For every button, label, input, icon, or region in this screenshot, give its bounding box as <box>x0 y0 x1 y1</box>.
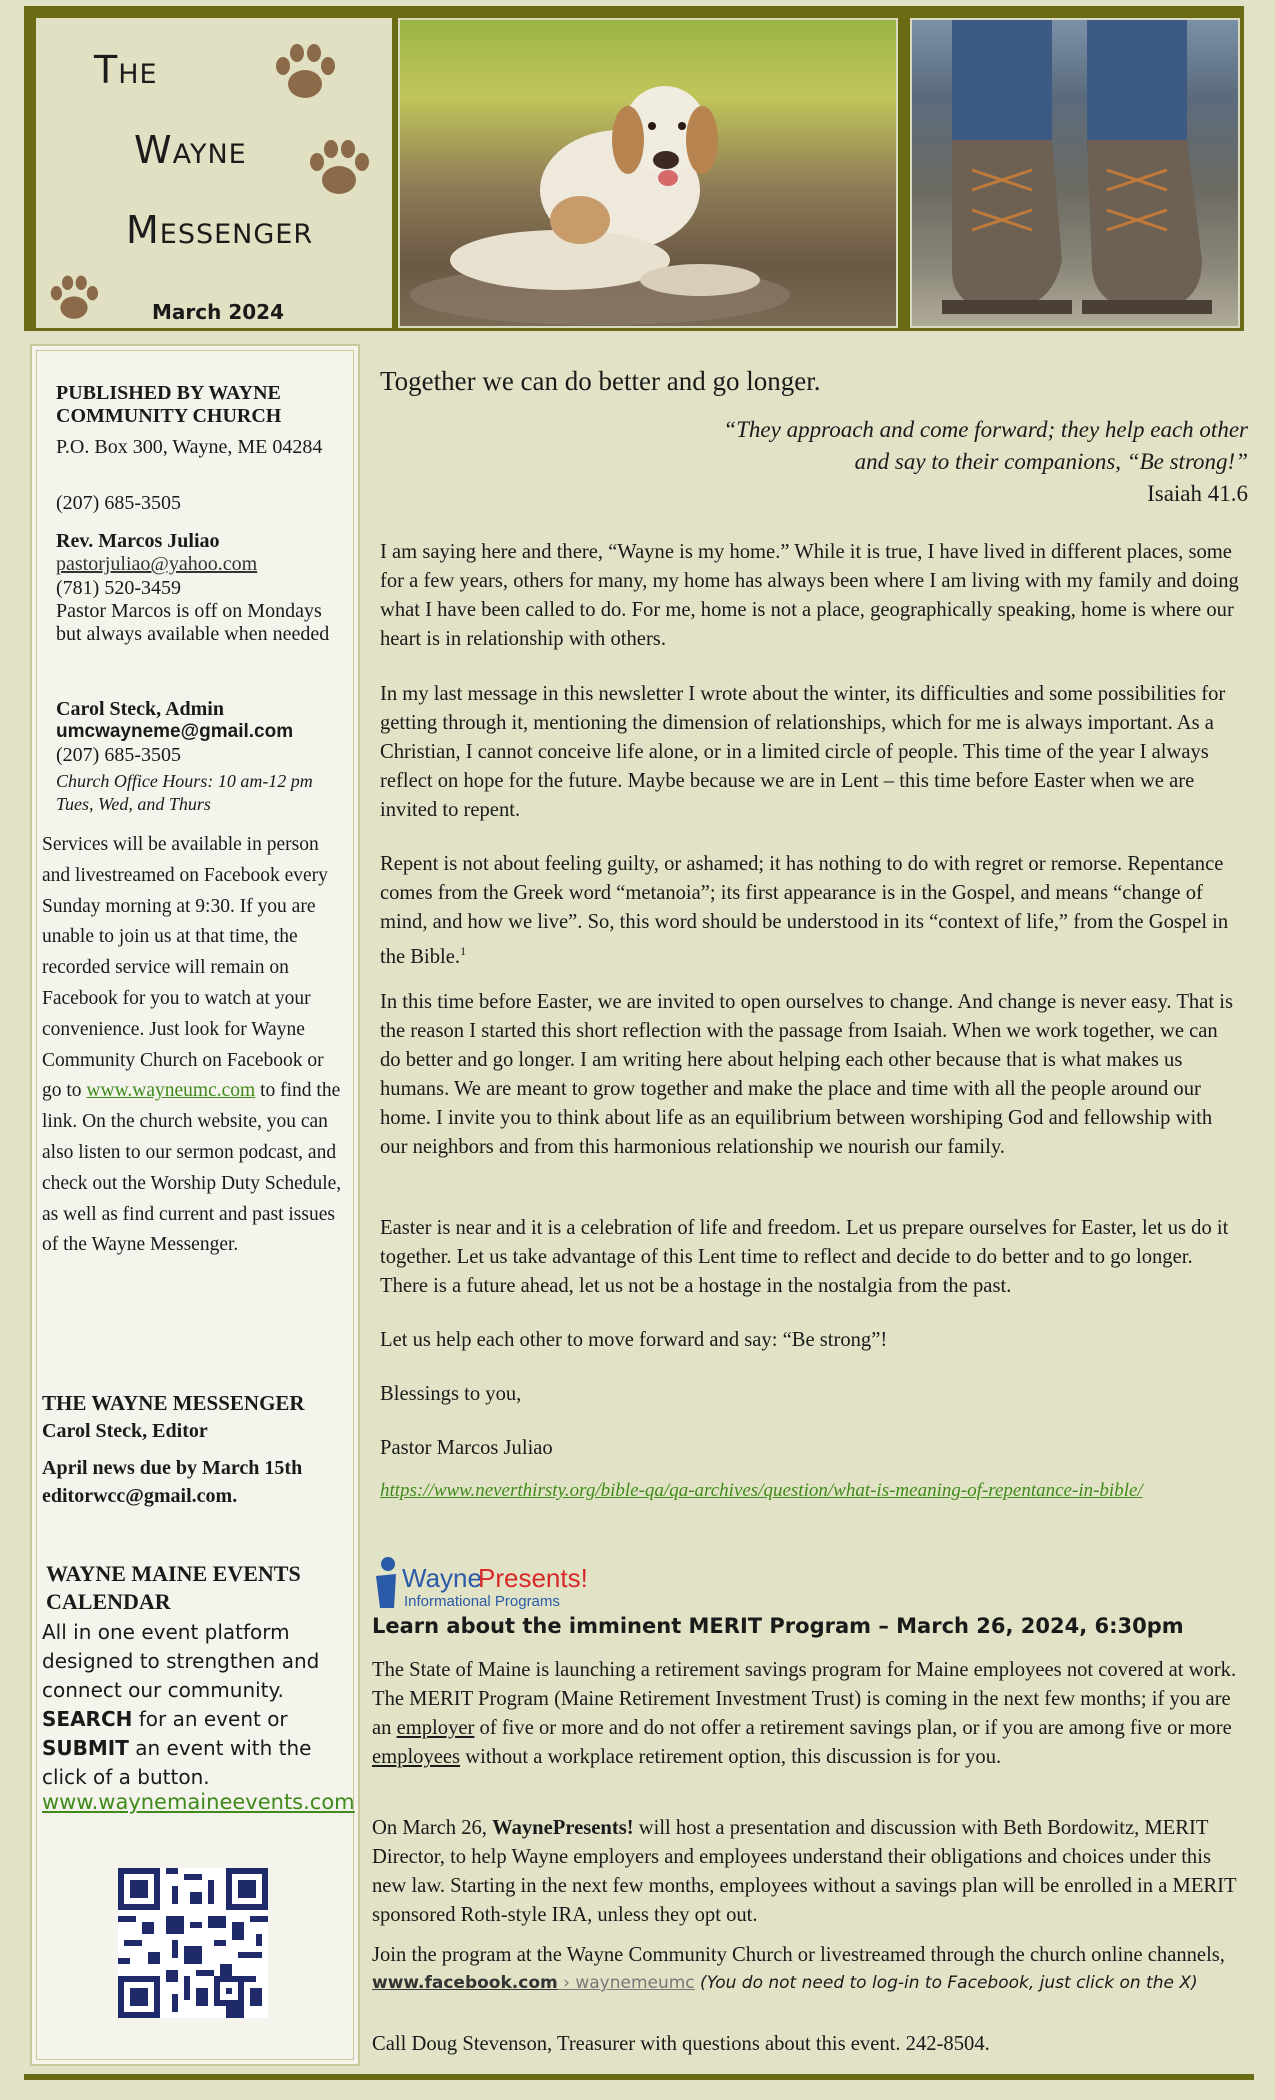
boots-photo <box>910 18 1240 328</box>
article-paragraph-1: I am saying here and there, “Wayne is my home.” While it is true, I have lived in different places, some for a few years, others for many, my home has always been where I am living with my family and doing what I have been called to do. For me, home is not a place, geographically speaking, home is where our heart is in relationship with others. <box>380 541 1239 650</box>
employer-term: employer <box>396 1717 475 1739</box>
church-phone: (207) 685-3505 <box>56 492 181 514</box>
events-calendar-description <box>42 1618 346 1792</box>
merit-p3-text: Join the program at the Wayne Community Church or livestreamed through the church online channels, <box>372 1944 1225 1966</box>
article-paragraph-6: Let us help each other to move forward and say: “Be strong”! <box>380 1329 888 1351</box>
pastor-email-link[interactable]: pastorjuliao@yahoo.com <box>56 553 258 575</box>
masthead-title-messenger: Messenger <box>126 208 314 252</box>
footnote-marker: 1 <box>460 944 467 958</box>
paw-print-icon <box>46 272 102 324</box>
quote-line-1: “They approach and come forward; they help each other <box>723 417 1248 442</box>
logo-wayne-text: Wayne <box>402 1563 482 1593</box>
office-hours: Church Office Hours: 10 am-12 pm Tues, Wed, and Thurs <box>56 771 313 814</box>
editor-name: Carol Steck, Editor <box>42 1420 208 1442</box>
merit-heading: Learn about the imminent MERIT Program – March 26, 2024, 6:30pm <box>372 1614 1184 1638</box>
services-text: Services will be available in person and livestreamed on Facebook every Sunday morning at 9:30. If you are unable to join us at that time, the recorded service will remain on Facebook for you to watch at your convenience. Just look for Wayne Community Church on Facebook or go to <box>42 834 328 1102</box>
article-paragraph-5: Easter is near and it is a celebration of life and freedom. Let us prepare ourselves for Easter, let us do it together. Let us take advantage of this Lent time to reflect and decide to do better and to go longer. There is a future ahead, let us not be a hostage in the nostalgia from the past. <box>380 1217 1229 1297</box>
bottom-border <box>24 2074 1254 2080</box>
merit-p1-text-cont: of five or more and do not offer a retirement savings plan, or if you are among five or more <box>474 1717 1232 1739</box>
logo-presents-text: Presents! <box>478 1563 588 1593</box>
merit-p2-text-cont: will host a presentation and discussion with Beth Bordowitz, MERIT Director, to help Wayne employers and employees understand their obligations and choices under this new law. Starting in the next few months, employees without a savings plan will be enrolled in a MERIT sponsored Roth-style IRA, unless they opt out. <box>372 1817 1237 1926</box>
masthead-title-the: The <box>94 48 158 92</box>
pastor-availability: Pastor Marcos is off on Mondays but always available when needed <box>56 600 330 645</box>
merit-p1-text-end: without a workplace retirement option, this discussion is for you. <box>460 1746 1002 1768</box>
merit-paragraph-1 <box>372 1656 1242 1772</box>
merit-p2-text: On March 26, <box>372 1817 493 1839</box>
footnote-link[interactable]: https://www.neverthirsty.org/bible-qa/qa-archives/question/what-is-meaning-of-repentance-in-bible/ <box>380 1480 1143 1501</box>
article-paragraph-2: In my last message in this newsletter I wrote about the winter, its difficulties and some possibilities for getting through it, mentioning the dimension of relationships, which for me is always important. As a Christian, I cannot conceive life alone, or in a limited circle of people. This time of the year I always reflect on hope for the future. Maybe because we are in Lent – this time before Easter when we are invited to repent. <box>380 683 1226 821</box>
employees-term: employees <box>372 1746 461 1768</box>
issue-date: March 2024 <box>152 300 284 324</box>
facebook-path[interactable]: › waynemeumc <box>557 1973 695 1993</box>
masthead-title-box <box>36 18 392 328</box>
masthead-title-wayne: Wayne <box>134 128 247 172</box>
wayne-presents-name: WaynePresents! <box>492 1817 634 1839</box>
admin-email: umcwayneme@gmail.com <box>56 721 294 742</box>
admin-name: Carol Steck, Admin <box>56 698 224 720</box>
sidebar <box>30 344 360 2066</box>
paragraph-3-text: Repent is not about feeling guilty, or ashamed; it has nothing to do with regret or remorse. Repentance comes from the Greek word “metanoia”; its first appearance is in the Gospel, and means “change of mind, and how we live”. So, this word should be understood in its “context of life,” from the Gospel in the Bible. <box>380 853 1229 968</box>
publisher-heading: PUBLISHED BY WAYNE COMMUNITY CHURCH <box>56 382 282 427</box>
events-text-end: an event with the click of a button. <box>42 1736 312 1789</box>
merit-paragraph-3 <box>372 1942 1242 1997</box>
article-signature: Pastor Marcos Juliao <box>380 1437 553 1459</box>
pastor-name: Rev. Marcos Juliao <box>56 530 220 552</box>
church-address: P.O. Box 300, Wayne, ME 04284 <box>56 436 323 458</box>
merit-p1-text: The State of Maine is launching a retirement savings program for Maine employees not covered at work. The MERIT Program (Maine Retirement Investment Trust) is coming in the next few months; if you are an <box>372 1659 1237 1739</box>
facebook-note: (You do not need to log-in to Facebook, just click on the X) <box>694 1973 1198 1993</box>
wayne-presents-logo <box>366 1552 636 1612</box>
article-paragraph-3 <box>380 850 1242 972</box>
church-website-link[interactable]: www.wayneumc.com <box>86 1080 256 1102</box>
news-deadline: April news due by March 15th editorwcc@gmail.com. <box>42 1457 303 1507</box>
events-search-word: SEARCH <box>42 1707 133 1731</box>
pastor-phone: (781) 520-3459 <box>56 577 181 599</box>
services-text-cont: to find the link. On the church website, you can also listen to our sermon podcast, and check out the Worship Duty Schedule, as well as find current and past issues of the Wayne Messenger. <box>42 1080 342 1256</box>
logo-subtitle: Informational Programs <box>404 1593 560 1610</box>
masthead <box>24 6 1244 331</box>
admin-phone: (207) 685-3505 <box>56 744 181 766</box>
events-text-cont: for an event or <box>132 1707 288 1731</box>
merit-paragraph-2 <box>372 1814 1242 1930</box>
dog-photo <box>398 18 898 328</box>
qr-code[interactable] <box>118 1868 268 2018</box>
events-website-link[interactable]: www.waynemaineevents.com <box>42 1790 355 1814</box>
article-paragraph-4: In this time before Easter, we are invited to open ourselves to change. And change is never easy. That is the reason I started this short reflection with the passage from Isaiah. When we work together, we can do better and go longer. I am writing here about helping each other because that is what makes us humans. We are meant to grow together and make the place and time with all the people around our home. I invite you to think about life as an equilibrium between worshiping God and fellowship with our neighbors and from this harmonious relationship we nourish our family. <box>380 991 1233 1158</box>
scripture-quote <box>723 414 1248 510</box>
quote-reference: Isaiah 41.6 <box>1147 481 1248 506</box>
merit-paragraph-4: Call Doug Stevenson, Treasurer with questions about this event. 242-8504. <box>372 2033 990 2055</box>
events-text: All in one event platform designed to strengthen and connect our community. <box>42 1620 320 1702</box>
events-calendar-heading: WAYNE MAINE EVENTS CALENDAR <box>46 1561 301 1614</box>
paw-print-icon <box>270 40 340 104</box>
paw-print-icon <box>304 136 374 200</box>
services-info <box>42 830 346 1261</box>
events-submit-word: SUBMIT <box>42 1736 129 1760</box>
article-title: Together we can do better and go longer. <box>380 366 821 396</box>
facebook-link[interactable]: www.facebook.com <box>372 1973 558 1993</box>
article-closing: Blessings to you, <box>380 1383 522 1405</box>
quote-line-2: and say to their companions, “Be strong!” <box>854 449 1248 474</box>
messenger-heading: THE WAYNE MESSENGER <box>42 1391 305 1415</box>
